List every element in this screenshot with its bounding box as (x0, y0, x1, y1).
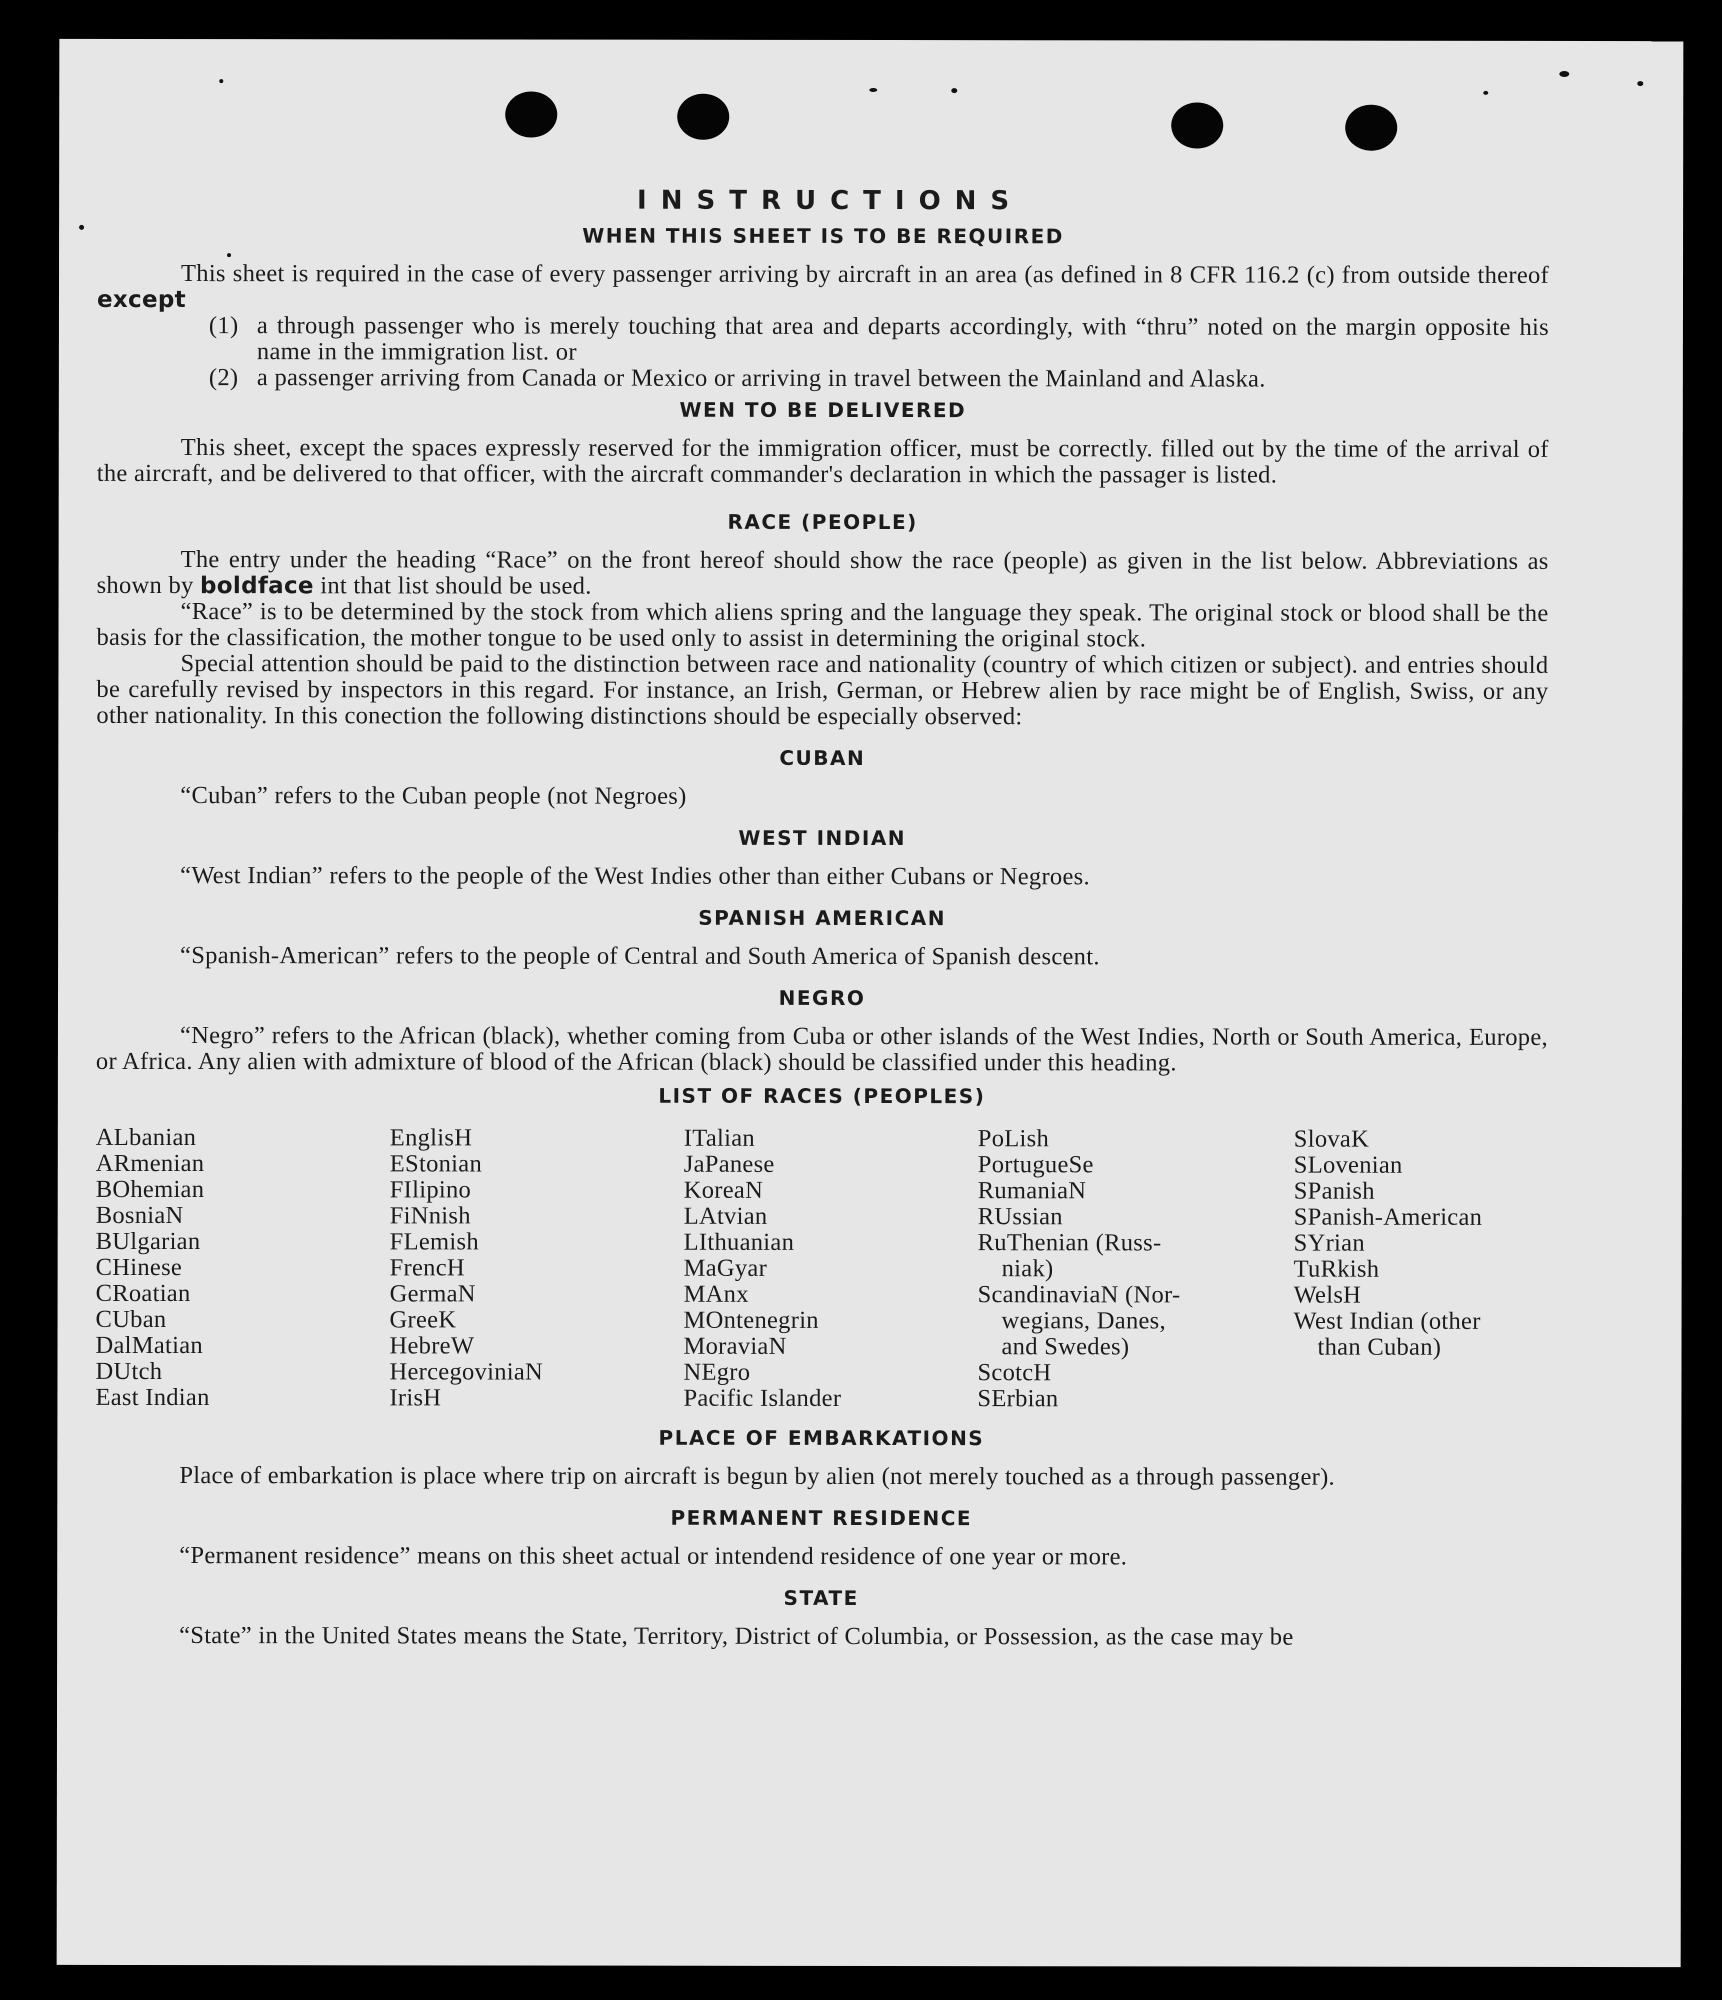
race-entry: GermaN (389, 1280, 476, 1308)
item-number: (2) (208, 364, 239, 392)
race-column-2 (389, 1125, 683, 1411)
race-p1-before: The entry under the heading “Race” on the front hereof should show the race (people) as given in the list below. Abbreviations as shown by (96, 546, 1549, 600)
scan-speck (869, 88, 877, 92)
race-paragraph-1 (97, 547, 1549, 601)
race-entry: SPanish (1293, 1177, 1375, 1205)
race-entry: HebreW (389, 1332, 475, 1360)
race-entry: ALbanian (95, 1123, 197, 1152)
item-text: a through passenger who is merely touching that area and departs accordingly, with “thru” noted on the margin opposite his name in the immigration list. or (256, 312, 1549, 366)
race-paragraph-3: Special attention should be paid to the distinction between race and nationality (country of which citizen or subject). and entries should be carefully revised by inspectors in this regard. For instance, an Irish, German, or Hebrew alien by race might be of English, Swiss, or any other nationality. In this conection the following distinctions should be especially observed: (96, 650, 1549, 731)
race-entry: EStonian (389, 1150, 483, 1178)
heading-when-required: WHEN THIS SHEET IS TO BE REQUIRED (582, 223, 1064, 249)
list-item (209, 365, 1549, 393)
heading-race: RACE (PEOPLE) (727, 509, 918, 535)
scan-speck (951, 88, 957, 93)
scan-speck (219, 79, 223, 83)
race-entry: East Indian (95, 1383, 210, 1412)
heading-permanent-residence: PERMANENT RESIDENCE (670, 1505, 973, 1531)
race-entry: NEgro (683, 1358, 751, 1386)
race-entry: FiNnish (389, 1202, 471, 1230)
punch-hole-3 (1171, 102, 1223, 148)
race-entry: BosniaN (95, 1201, 184, 1230)
heading-embarkation: PLACE OF EMBARKATIONS (658, 1425, 985, 1451)
race-entry: MOntenegrin (683, 1306, 819, 1334)
race-entry: CRoatian (95, 1279, 191, 1308)
race-entry: Pacific Islander (683, 1384, 842, 1412)
race-entry: BOhemian (95, 1175, 205, 1204)
race-entry-continued: wegians, Danes, (1001, 1307, 1166, 1335)
item-number: (1) (208, 312, 239, 340)
embarkation-text: Place of embarkation is place where trip on aircraft is begun by alien (not merely touched as a through passenger). (179, 1462, 1336, 1491)
scan-speck (1483, 91, 1488, 95)
punch-hole-1 (505, 91, 557, 137)
races-list (95, 1125, 1547, 1413)
race-entry: TuRkish (1293, 1255, 1380, 1283)
race-column-5 (1293, 1127, 1547, 1413)
race-entry: GreeK (389, 1306, 457, 1334)
heading-list-of-races: LIST OF RACES (PEOPLES) (658, 1083, 986, 1109)
race-entry: WelsH (1293, 1281, 1362, 1309)
when-delivered-text: This sheet, except the spaces expressly reserved for the immigration officer, must be correctly. filled out by the time of the arrival of the aircraft, and be delivered to that officer, with the aircraft commander's declaration in which the passager is listed. (96, 434, 1549, 489)
race-entry: BUlgarian (95, 1227, 201, 1256)
race-entry: ARmenian (95, 1149, 205, 1178)
race-entry: ScandinaviaN (Nor- (977, 1281, 1181, 1309)
race-entry: LIthuanian (683, 1228, 795, 1256)
race-entry: DalMatian (95, 1331, 204, 1360)
scan-speck (1637, 81, 1643, 86)
spanish-american-text: “Spanish-American” refers to the people of Central and South America of Spanish descent. (180, 942, 1100, 971)
except-word: except (96, 286, 186, 314)
race-entry: IrisH (389, 1384, 442, 1412)
race-column-1 (95, 1125, 389, 1411)
cuban-text: “Cuban” refers to the Cuban people (not Negroes) (180, 782, 687, 810)
heading-when-delivered: WEN TO BE DELIVERED (679, 397, 967, 423)
race-entry-continued: than Cuban) (1317, 1333, 1442, 1361)
heading-spanish-american: SPANISH AMERICAN (698, 905, 947, 931)
race-p1-after: int that list should be used. (320, 572, 592, 600)
race-entry-continued: and Swedes) (1001, 1333, 1130, 1361)
west-indian-text: “West Indian” refers to the people of the West Indies other than either Cubans or Negroes. (180, 862, 1090, 891)
race-entry: HercegoviniaN (389, 1358, 544, 1386)
scan-speck (1559, 71, 1569, 77)
race-entry: SPanish-American (1293, 1203, 1483, 1231)
when-required-intro (97, 261, 1549, 315)
race-entry: JaPanese (683, 1150, 775, 1178)
race-column-3 (683, 1126, 977, 1412)
race-entry: SlovaK (1293, 1125, 1370, 1153)
race-entry: RumaniaN (977, 1177, 1087, 1205)
race-entry: CUban (95, 1305, 167, 1334)
race-entry: RUssian (977, 1203, 1063, 1231)
heading-cuban: CUBAN (779, 745, 866, 770)
page-title: INSTRUCTIONS (637, 185, 1024, 217)
race-entry: LAtvian (683, 1202, 768, 1230)
heading-negro: NEGRO (778, 985, 866, 1010)
race-entry: SErbian (977, 1385, 1059, 1413)
race-entry: EnglisH (389, 1124, 473, 1152)
race-column-4 (977, 1126, 1293, 1412)
punch-hole-2 (677, 94, 729, 140)
race-entry: FLemish (389, 1228, 479, 1256)
race-entry: PortugueSe (977, 1151, 1094, 1179)
race-entry: KoreaN (683, 1176, 764, 1204)
race-entry: SLovenian (1293, 1151, 1403, 1179)
heading-west-indian: WEST INDIAN (738, 825, 907, 851)
instructions-content (95, 187, 1549, 1651)
race-entry: West Indian (other (1293, 1307, 1481, 1335)
race-entry: ScotcH (977, 1359, 1052, 1387)
race-entry: ITalian (683, 1124, 755, 1152)
race-entry: SYrian (1293, 1229, 1365, 1257)
race-entry: MAnx (683, 1280, 749, 1308)
race-entry: CHinese (95, 1253, 183, 1282)
list-item (209, 313, 1549, 367)
race-entry: MaGyar (683, 1254, 768, 1282)
race-paragraph-2: “Race” is to be determined by the stock from which aliens spring and the language they speak. The original stock or blood shall be the basis for the classification, the mother tongue to be used only to assist in determining the original stock. (96, 598, 1549, 653)
punch-hole-4 (1345, 105, 1397, 151)
race-entry: MoraviaN (683, 1332, 787, 1360)
race-entry: FrencH (389, 1254, 465, 1282)
negro-text: “Negro” refers to the African (black), whether coming from Cuba or other islands of the West Indies, North or South America, Europe, or Africa. Any alien with admixture of blood of the African (black) should be classified under this heading. (95, 1022, 1548, 1077)
heading-state: STATE (783, 1585, 859, 1610)
race-entry: PoLish (977, 1125, 1050, 1153)
race-entry: DUtch (95, 1357, 163, 1386)
boldface-word: boldface (200, 573, 314, 600)
permanent-residence-text: “Permanent residence” means on this sheet actual or intendend residence of one year or more. (179, 1542, 1128, 1571)
when-required-intro-text: This sheet is required in the case of every passenger arriving by aircraft in an area (as defined in 8 CFR 116.2 (c) from outside thereof (180, 260, 1550, 289)
race-entry: FIlipino (389, 1176, 472, 1204)
item-text: a passenger arriving from Canada or Mexico or arriving in travel between the Mainland and Alaska. (256, 364, 1266, 393)
race-entry: RuThenian (Russ- (977, 1229, 1162, 1257)
scan-speck (79, 225, 84, 230)
document-sheet (57, 39, 1684, 1967)
race-entry-continued: niak) (1001, 1255, 1054, 1283)
state-text: “State” in the United States means the State, Territory, District of Columbia, or Possession, as the case may be (179, 1622, 1294, 1651)
